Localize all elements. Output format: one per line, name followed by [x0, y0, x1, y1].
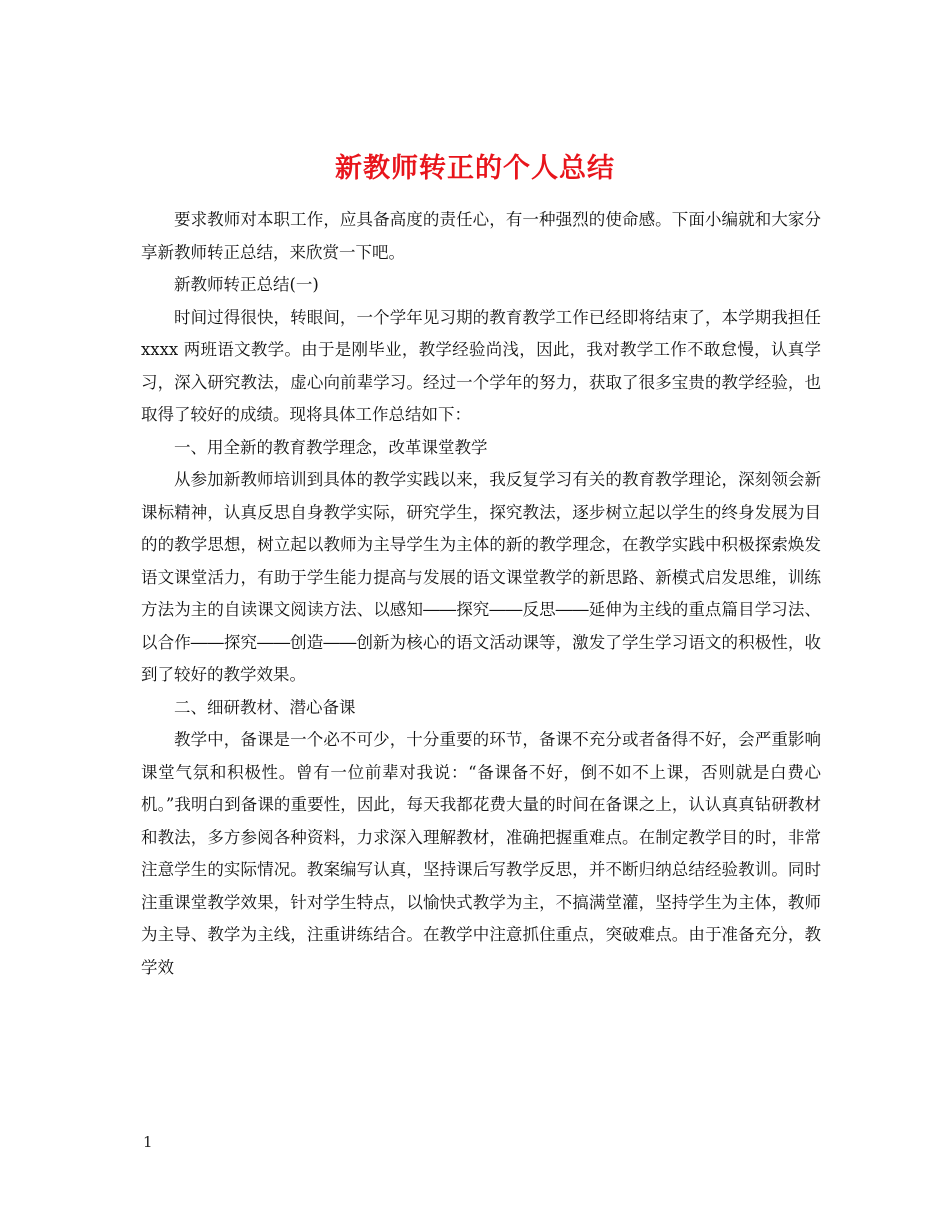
- document-body: [141, 204, 821, 984]
- section-heading-lesson-prep: 二、细研教材、潜心备课: [174, 697, 356, 717]
- page-number: 1: [143, 1133, 153, 1151]
- section-heading-summary-one: 新教师转正总结(一): [174, 275, 319, 294]
- paragraph-overview: 时间过得很快，转眼间，一个学年见习期的教育教学工作已经即将结束了，本学期我担任 xxxx 两班语文教学。由于是刚毕业，教学经验尚浅，因此，我对教学工作不敢怠慢，认真学习，深入研究教法，虚心向前辈学习。经过一个学年的努力，获取了很多宝贵的教学经验，也取得了较好的成绩。现将具体工作总结如下：: [141, 307, 821, 424]
- document-title: 新教师转正的个人总结: [335, 153, 615, 185]
- paragraph-teaching-concept: 从参加新教师培训到具体的教学实践以来，我反复学习有关的教育教学理论，深刻领会新课标精神，认真反思自身教学实际，研究学生，探究教法，逐步树立起以学生的终身发展为目的的教学思想，树立起以教师为主导学生为主体的新的教学理念，在教学实践中积极探索焕发语文课堂活力，有助于学生能力提高与发展的语文课堂教学的新思路、新模式启发思维，训练方法为主的自读课文阅读方法、以感知――探究――反思――延伸为主线的重点篇目学习法、以合作――探究――创造――创新为核心的语文活动课等，激发了学生学习语文的积极性，收到了较好的教学效果。: [141, 470, 821, 684]
- paragraph-lesson-prep: 教学中，备课是一个必不可少，十分重要的环节，备课不充分或者备得不好，会严重影响课堂气氛和积极性。曾有一位前辈对我说：“备课备不好，倒不如不上课，否则就是白费心机。”我明白到备课的重要性，因此，每天我都花费大量的时间在备课之上，认认真真钻研教材和教法，多方参阅各种资料，力求深入理解教材，准确把握重难点。在制定教学目的时，非常注意学生的实际情况。教案编写认真，坚持课后写教学反思，并不断归纳总结经验教训。同时注重课堂教学效果，针对学生特点，以愉快式教学为主，不搞满堂灌，坚持学生为主体，教师为主导、教学为主线，注重讲练结合。在教学中注意抓住重点，突破难点。由于准备充分，教学效: [141, 730, 821, 977]
- section-heading-teaching-concept: 一、用全新的教育教学理念，改革课堂教学: [174, 437, 488, 457]
- intro-paragraph: 要求教师对本职工作，应具备高度的责任心，有一种强烈的使命感。下面小编就和大家分享新教师转正总结，来欣赏一下吧。: [141, 210, 821, 262]
